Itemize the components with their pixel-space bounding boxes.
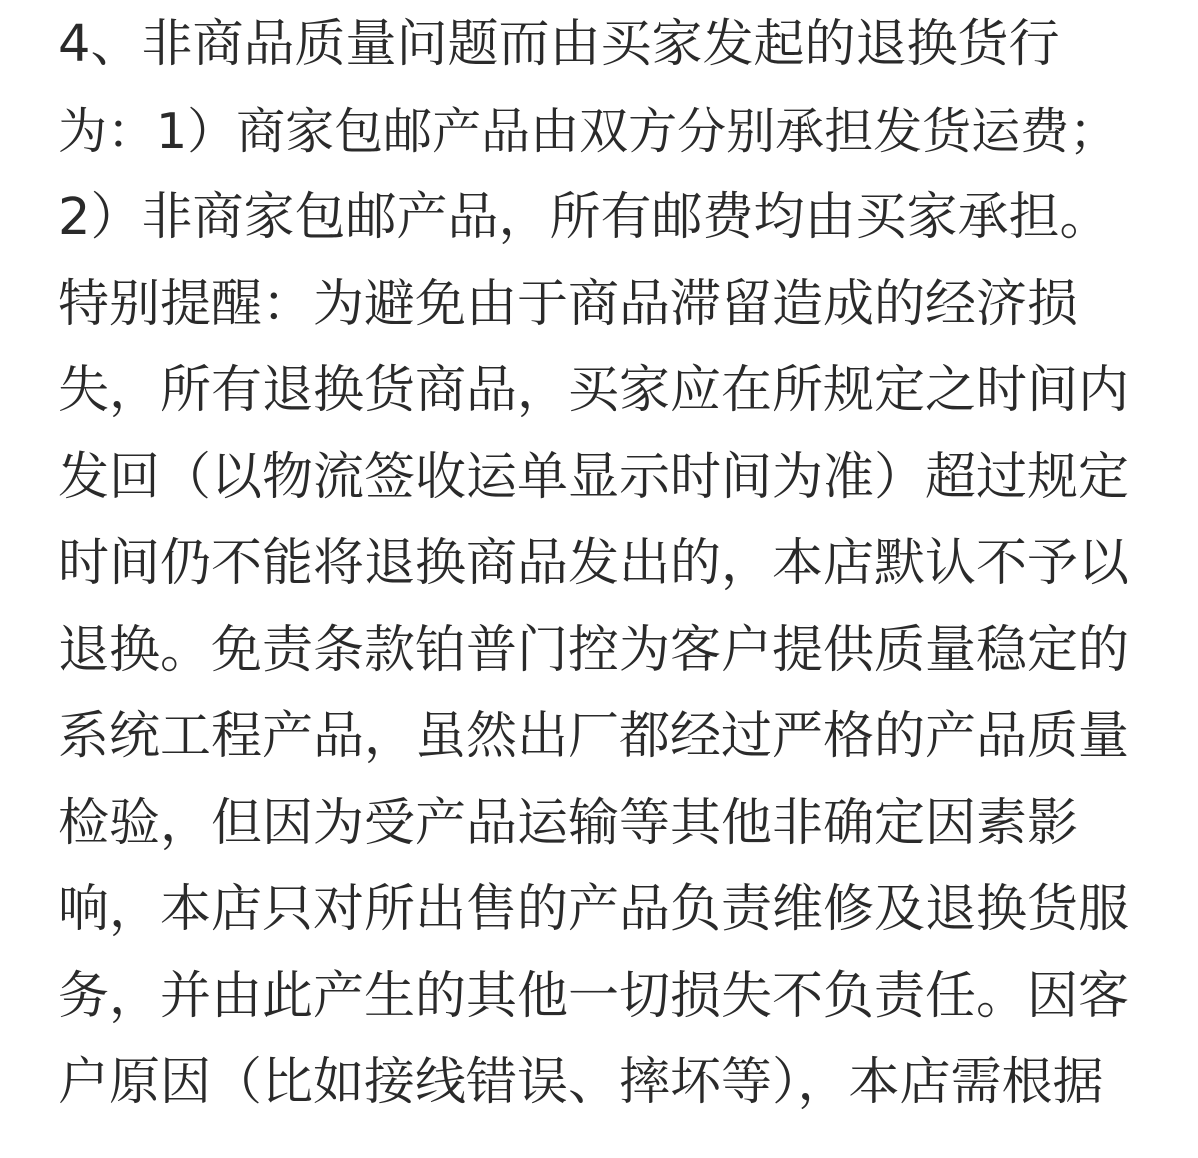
text-line: 特别提醒：为避免由于商品滞留造成的经济损: [58, 274, 1079, 334]
text-line: 系统工程产品，虽然出厂都经过严格的产品质量: [58, 707, 1130, 766]
text-line: 户原因（比如接线错误、摔坏等），本店需根据: [58, 1053, 1104, 1112]
document-text: [58, 12, 1138, 1137]
text-line: 4、非商品质量问题而由买家发起的退换货行: [58, 15, 1060, 74]
text-line: 响，本店只对所出售的产品负责维修及退换货服: [58, 880, 1130, 939]
text-line: 发回（以物流签收运单显示时间为准）超过规定: [58, 447, 1130, 507]
text-line: 时间仍不能将退换商品发出的，本店默认不予以: [58, 534, 1130, 593]
text-line: 2）非商家包邮产品，所有邮费均由买家承担。: [58, 188, 1111, 247]
text-line: 退换。免责条款铂普门控为客户提供质量稳定的: [58, 620, 1130, 680]
text-line: 为：1）商家包邮产品由双方分别承担发货运费；: [58, 102, 1119, 160]
text-line: 检验，但因为受产品运输等其他非确定因素影: [58, 793, 1079, 853]
text-line: 务，并由此产生的其他一切损失不负责任。因客: [58, 966, 1130, 1026]
text-line: 失，所有退换货商品，买家应在所规定之时间内: [58, 361, 1130, 420]
